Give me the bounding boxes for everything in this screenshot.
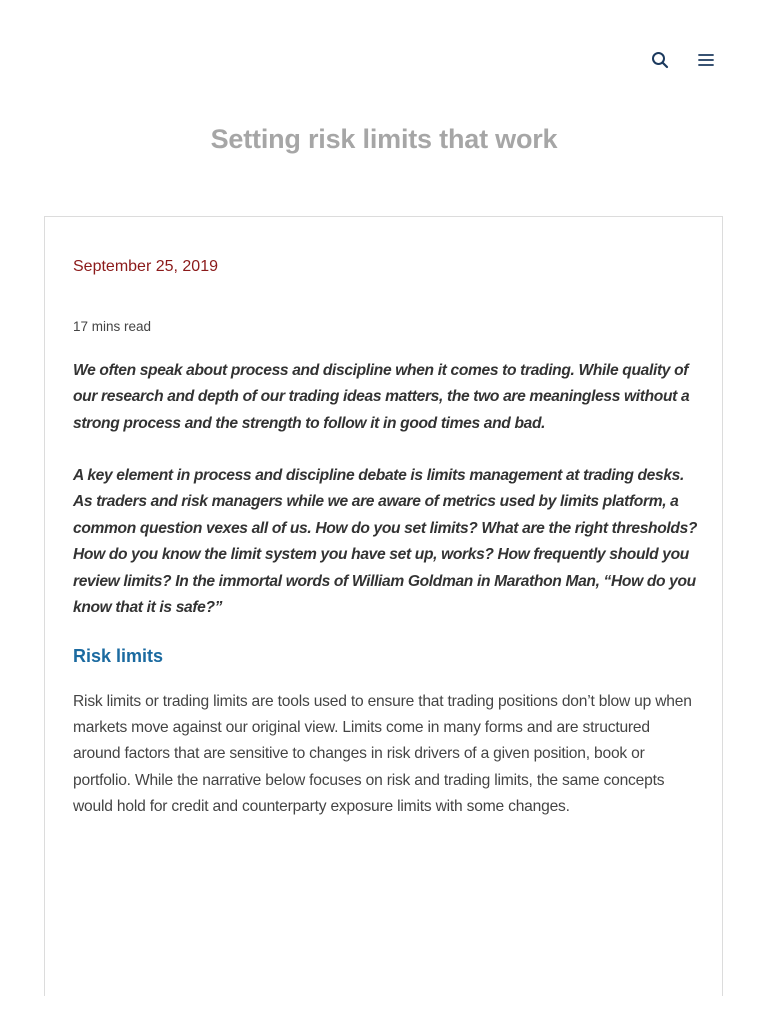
post-date: September 25, 2019 — [73, 258, 218, 275]
read-time: 17 mins read — [73, 319, 152, 334]
header-toolbar — [650, 50, 716, 70]
hamburger-menu-icon[interactable] — [696, 50, 716, 70]
intro-paragraph: We often speak about process and discipline when it comes to trading. While quality of our research and depth of our trading ideas matters, the two are meaningless without a strong process and the strength to follow it in good times and bad. — [73, 362, 690, 432]
page-title: Setting risk limits that work — [210, 124, 558, 154]
search-icon[interactable] — [650, 50, 670, 70]
intro-paragraph: A key element in process and discipline debate is limits management at trading desks. As traders and risk managers while we are aware of metrics used by limits platform, a common question vexes all of us. How do you set limits? What are the right thresholds? How do you know the limit system you have set up, works? How frequently should you review limits? In the immortal words of William Goldman in Marathon Man, “How do you know that it is safe?” — [73, 467, 698, 617]
section-heading: Risk limits — [73, 646, 164, 666]
body-paragraph: Risk limits or trading limits are tools used to ensure that trading positions don’t blow up when markets move against our original view. Limits come in many forms and are structured around factors that are sensitive to changes in risk drivers of a given position, book or portfolio. While the narrative below focuses on risk and trading limits, the same concepts would hold for credit and counterparty exposure limits with some changes. — [73, 693, 692, 815]
